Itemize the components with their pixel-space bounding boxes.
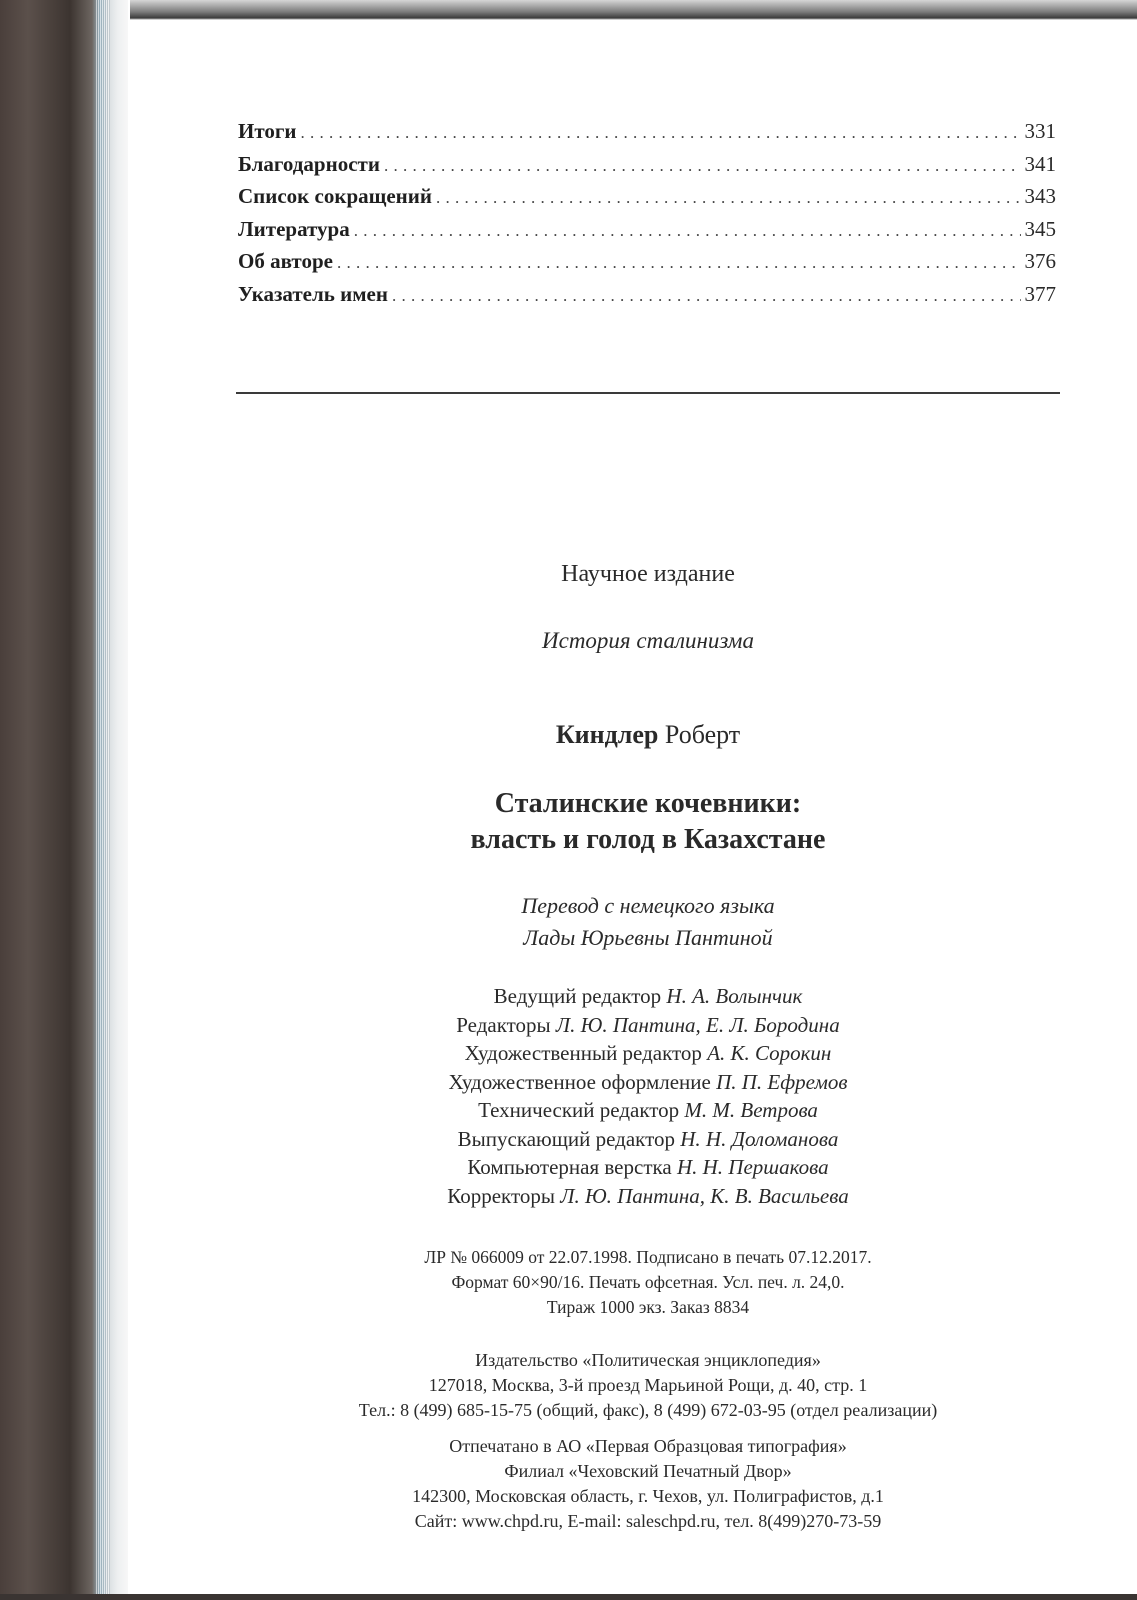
credit-line: [236, 1039, 1060, 1068]
toc-entry-title: Об авторе: [238, 249, 333, 273]
toc-leader-dots: [384, 148, 1021, 182]
printer-line: Отпечатано в АО «Первая Образцовая типография»: [449, 1436, 847, 1456]
credit-role: Ведущий редактор: [493, 984, 662, 1008]
toc-entry-title: Литература: [238, 216, 350, 241]
book-title: [236, 786, 1060, 858]
credit-person: Н. А. Волынчик: [666, 984, 803, 1008]
toc-leader-dots: [436, 180, 1021, 214]
credit-person: А. К. Сорокин: [707, 1041, 832, 1065]
printer-line: Филиал «Чеховский Печатный Двор»: [504, 1461, 792, 1481]
toc-leader-dots: [392, 278, 1021, 312]
toc-entry-page: 345: [1024, 216, 1056, 241]
toc-entry-title: Благодарности: [238, 151, 380, 176]
toc-entry: [238, 115, 1056, 148]
toc-entry: [238, 148, 1056, 181]
credit-role: Редакторы: [456, 1012, 551, 1037]
credit-line: [236, 1011, 1060, 1040]
credit-person: Н. Н. Доломанова: [680, 1126, 839, 1151]
editorial-credits: [236, 982, 1060, 1210]
credit-person: П. П. Ефремов: [716, 1069, 848, 1094]
author: [236, 720, 1060, 750]
publisher-line: 127018, Москва, 3-й проезд Марьиной Рощи, д. 40, стр. 1: [428, 1375, 868, 1395]
toc-entry-page: 376: [1024, 249, 1056, 273]
credit-line: [236, 982, 1060, 1011]
print-info: [236, 1245, 1060, 1320]
toc-entry-page: 341: [1024, 151, 1056, 176]
publisher-line: Издательство «Политическая энциклопедия»: [475, 1350, 821, 1370]
print-info-line: Формат 60×90/16. Печать офсетная. Усл. печ. л. 24,0.: [451, 1272, 845, 1292]
credit-person: М. М. Ветрова: [684, 1098, 818, 1122]
page-top-shadow: [130, 0, 1137, 20]
toc-leader-dots: [354, 213, 1021, 247]
translation-line: Перевод с немецкого языка: [521, 893, 775, 918]
toc-entry: [238, 245, 1056, 278]
printer-line: 142300, Московская область, г. Чехов, ул. Полиграфистов, д.1: [412, 1486, 884, 1506]
toc-entry-title: Список сокращений: [238, 184, 432, 208]
printer-info: [236, 1434, 1060, 1534]
credit-person: Л. Ю. Пантина, Е. Л. Бородина: [555, 1012, 840, 1037]
credit-line: [236, 1068, 1060, 1097]
book-title-line: власть и голод в Казахстане: [470, 824, 826, 855]
toc-entry-page: 343: [1024, 184, 1056, 208]
credit-role: Технический редактор: [478, 1098, 680, 1122]
credit-line: [236, 1153, 1060, 1182]
print-info-line: ЛР № 066009 от 22.07.1998. Подписано в печать 07.12.2017.: [424, 1247, 872, 1267]
toc-leader-dots: [337, 245, 1021, 279]
credit-role: Корректоры: [447, 1183, 555, 1208]
credit-person: Н. Н. Першакова: [676, 1155, 829, 1179]
section-divider: [236, 392, 1060, 394]
translation-line: Лады Юрьевны Пантиной: [523, 925, 773, 950]
publisher-info: [236, 1348, 1060, 1423]
book-spine-edge: [0, 0, 128, 1600]
credit-role: Художественный редактор: [464, 1041, 702, 1065]
credit-line: [236, 1125, 1060, 1154]
toc-entry-page: 377: [1024, 281, 1056, 306]
series-name: История сталинизма: [542, 628, 754, 653]
author-name: Роберт: [664, 720, 741, 749]
toc-entry-page: 331: [1024, 119, 1056, 143]
author-surname: Киндлер: [555, 720, 659, 749]
book-title-line: Сталинские кочевники:: [494, 788, 802, 819]
credit-line: [236, 1096, 1060, 1125]
publisher-line: Тел.: 8 (499) 685-15-75 (общий, факс), 8 (499) 672-03-95 (отдел реализации): [358, 1400, 938, 1420]
print-info-line: Тираж 1000 экз. Заказ 8834: [546, 1297, 750, 1317]
credit-line: [236, 1182, 1060, 1211]
credit-role: Компьютерная верстка: [467, 1155, 672, 1179]
printer-line: Сайт: www.chpd.ru, E-mail: saleschpd.ru, тел. 8(499)270-73-59: [414, 1511, 882, 1531]
toc-entry: [238, 180, 1056, 213]
toc-entry-title: Указатель имен: [238, 281, 388, 306]
table-of-contents: [238, 115, 1056, 310]
page-bottom-shadow: [0, 1594, 1137, 1600]
translation-credit: [236, 890, 1060, 954]
credit-person: Л. Ю. Пантина, К. В. Васильева: [560, 1183, 849, 1208]
edition-type: Научное издание: [561, 561, 735, 587]
credit-role: Выпускающий редактор: [457, 1126, 675, 1151]
toc-entry: [238, 213, 1056, 246]
toc-leader-dots: [301, 115, 1021, 149]
credit-role: Художественное оформление: [448, 1069, 711, 1094]
toc-entry-title: Итоги: [238, 119, 297, 143]
toc-entry: [238, 278, 1056, 311]
